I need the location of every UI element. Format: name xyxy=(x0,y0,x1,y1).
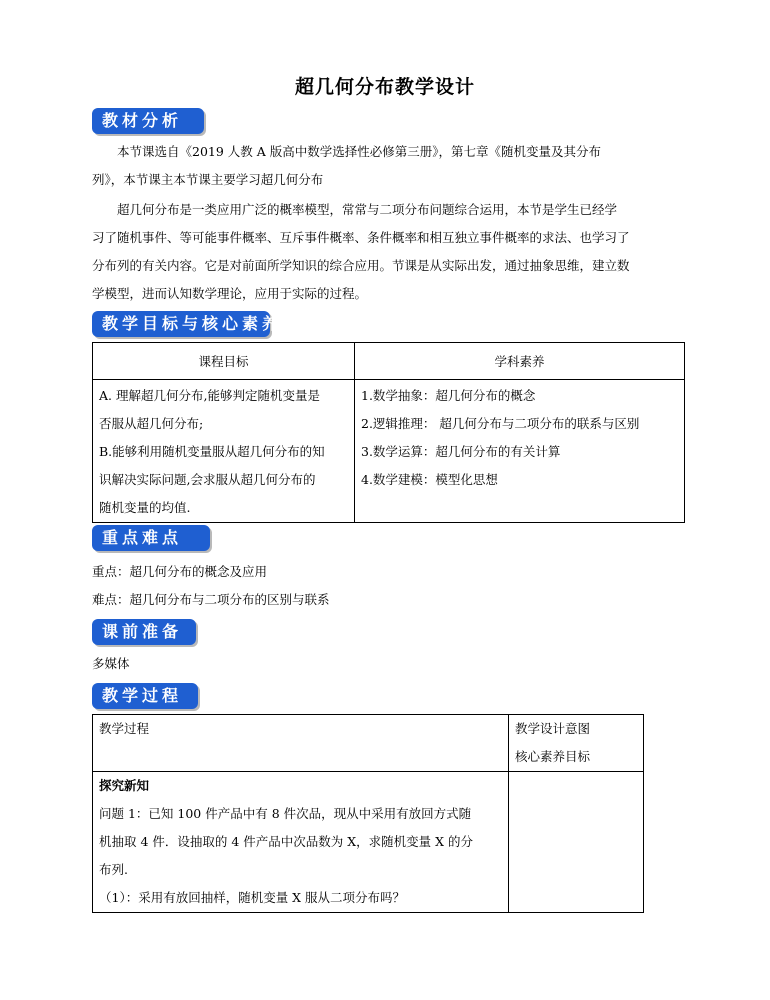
goals-course-cell xyxy=(93,380,355,523)
process-content-cell xyxy=(93,772,509,913)
text-line: 分布列的有关内容。它是对前面所学知识的综合应用。节课是从实际出发，通过抽象思维，建立数 xyxy=(92,258,630,273)
analysis-paragraph-1-cont xyxy=(92,166,682,194)
table-cell-line: A. 理解超几何分布,能够判定随机变量是 xyxy=(99,388,320,403)
table-cell-line: 问题 1：已知 100 件产品中有 8 件次品，现从中采用有放回方式随 xyxy=(99,806,472,821)
section-banner-analysis: 教材分析 xyxy=(92,108,204,134)
analysis-paragraph-1 xyxy=(92,138,682,166)
text-line: 超几何分布是一类应用广泛的概率模型，常常与二项分布问题综合运用，本节是学生已经学 xyxy=(117,202,618,217)
table-cell-line: 布列. xyxy=(99,862,128,877)
section-banner-process: 教学过程 xyxy=(92,683,198,709)
table-cell-line: B.能够利用随机变量服从超几何分布的知 xyxy=(99,444,325,459)
goals-table xyxy=(92,342,685,523)
table-cell-line: 识解决实际问题,会求服从超几何分布的 xyxy=(99,472,316,487)
table-header-text: 教学设计意图 xyxy=(515,721,591,736)
text-line: 习了随机事件、等可能事件概率、互斥事件概率、条件概率和相互独立事件概率的求法、也学习了 xyxy=(92,230,630,245)
section-banner-key-points: 重点难点 xyxy=(92,525,210,551)
process-table xyxy=(92,714,644,913)
process-intent-cell xyxy=(509,772,644,913)
analysis-paragraph-2-cont xyxy=(92,224,682,308)
process-header-right xyxy=(509,715,644,772)
section-banner-preparation: 课前准备 xyxy=(92,619,196,645)
goals-header-literacy: 学科素养 xyxy=(355,343,685,380)
analysis-paragraph-2 xyxy=(92,196,682,224)
table-cell-line: 随机变量的均值. xyxy=(99,500,191,515)
key-point-text: 重点：超几何分布的概念及应用 xyxy=(92,564,268,579)
text-line: 列》，本节课主本节课主要学习超几何分布 xyxy=(92,172,324,187)
table-header-text: 教学过程 xyxy=(99,721,150,736)
table-cell-line: 机抽取 4 件．设抽取的 4 件产品中次品数为 X，求随机变量 X 的分 xyxy=(99,834,474,849)
process-header-left xyxy=(93,715,509,772)
preparation-text: 多媒体 xyxy=(92,656,130,671)
table-cell-line: 2.逻辑推理： 超几何分布与二项分布的联系与区别 xyxy=(361,416,640,431)
process-section-title: 探究新知 xyxy=(99,778,150,793)
table-cell-line: （1）：采用有放回抽样，随机变量 X 服从二项分布吗？ xyxy=(99,890,406,905)
table-cell-line: 3.数学运算：超几何分布的有关计算 xyxy=(361,444,561,459)
table-header-text: 核心素养目标 xyxy=(515,749,591,764)
table-cell-line: 1.数学抽象：超几何分布的概念 xyxy=(361,388,536,403)
goals-literacy-cell xyxy=(355,380,685,523)
table-cell-line: 4.数学建模：模型化思想 xyxy=(361,472,498,487)
table-cell-line: 否服从超几何分布; xyxy=(99,416,204,431)
goals-header-course: 课程目标 xyxy=(93,343,355,380)
section-banner-goals: 教学目标与核心素养 xyxy=(92,311,270,337)
text-line: 学模型，进而认知数学理论，应用于实际的过程。 xyxy=(92,286,368,301)
document-title: 超几何分布教学设计 xyxy=(294,76,475,98)
text-line: 本节课选自《2019 人教 A 版高中数学选择性必修第三册》，第七章《随机变量及其分布 xyxy=(117,144,602,159)
difficulty-text: 难点：超几何分布与二项分布的区别与联系 xyxy=(92,592,330,607)
